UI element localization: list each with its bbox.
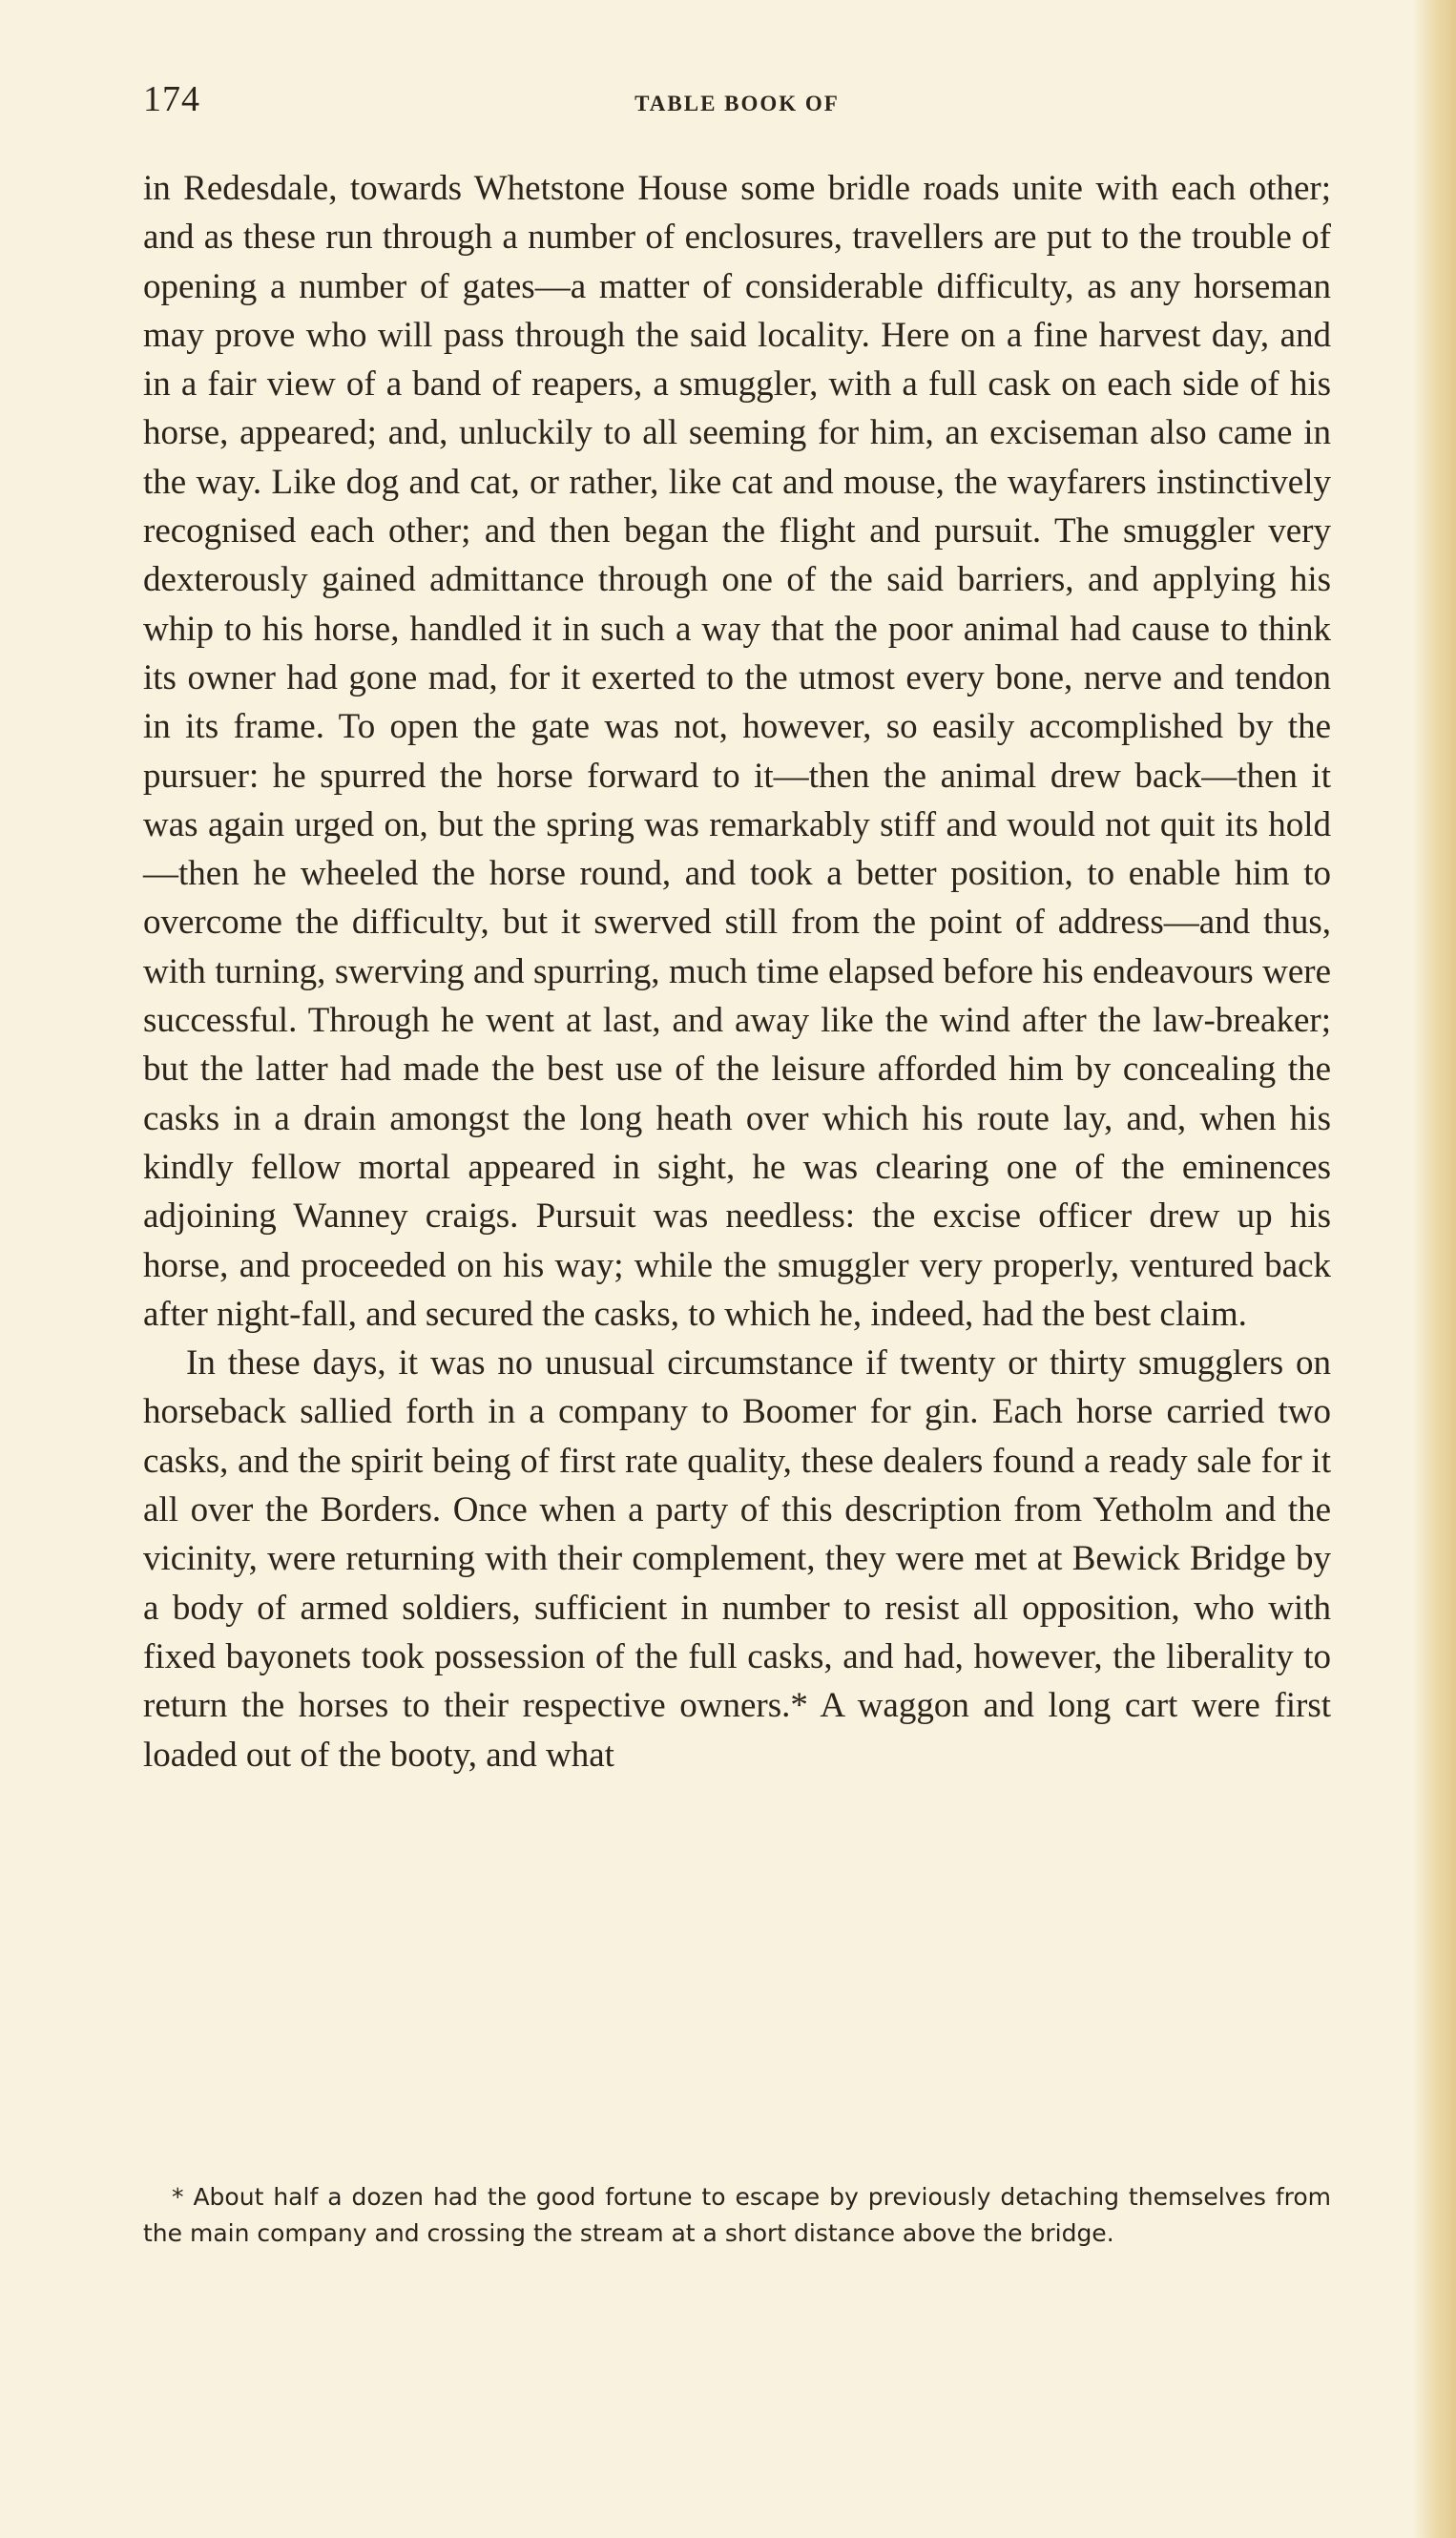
running-title: TABLE BOOK OF [634,92,840,115]
paragraph-1: in Redesdale, towards Whetstone House some bridle roads unite with each other; and as these run through a number of enclosures, travellers are put to the trouble of opening a number of gates—a matter of considerable difficulty, as any horseman may prove who will pass through the said locality. Here on a fine harvest day, and in a fair view of a band of reapers, a smuggler, with a full cask on each side of his horse, appeared; and, unluckily to all seeming for him, an exciseman also came in the way. Like dog and cat, or rather, like cat and mouse, the wayfarers instinctively recognised each other; and then began the flight and pursuit. The smuggler very dexterously gained admittance through one of the said barriers, and applying his whip to his horse, handled it in such a way that the poor animal had cause to think its owner had gone mad, for it exerted to the utmost every bone, nerve and tendon in its frame. To open the gate was not, however, so easily accomplished by the pursuer: he spurred the horse forward to it—then the animal drew back—then it was again urged on, but the spring was remarkably stiff and would not quit its hold—then he wheeled the horse round, and took a better position, to enable him to overcome the difficulty, but it swerved still from the point of address—and thus, with turning, swerving and spurring, much time elapsed before his endeavours were successful. Through he went at last, and away like the wind after the law-breaker; but the latter had made the best use of the leisure afforded him by concealing the casks in a drain amongst the long heath over which his route lay, and, when his kindly fellow mortal appeared in sight, he was clearing one of the eminences adjoining Wanney craigs. Pursuit was needless: the excise officer drew up his horse, and proceeded on his way; while the smuggler very properly, ventured back after night-fall, and secured the casks, to which he, indeed, had the best claim. [143,169,1331,1334]
footnote: * About half a dozen had the good fortune to escape by previously detaching themselves from the main company and crossing the stream at a short distance above the bridge. [143,2183,1331,2247]
paragraph-2: In these days, it was no unusual circumstance if twenty or thirty smugglers on horseback sallied forth in a company to Boomer for gin. Each horse carried two casks, and the spirit being of first rate quality, these dealers found a ready sale for it all over the Borders. Once when a party of this description from Yetholm and the vicinity, were returning with their complement, they were met at Bewick Bridge by a body of armed soldiers, sufficient in number to resist all opposition, who with fixed bayonets took possession of the full casks, and had, however, the liberality to return the horses to their respective owners.* A waggon and long cart were first loaded out of the booty, and what [143,1343,1331,1775]
body-text [143,164,1331,1779]
page-number: 174 [143,79,200,119]
running-head [143,78,1331,126]
